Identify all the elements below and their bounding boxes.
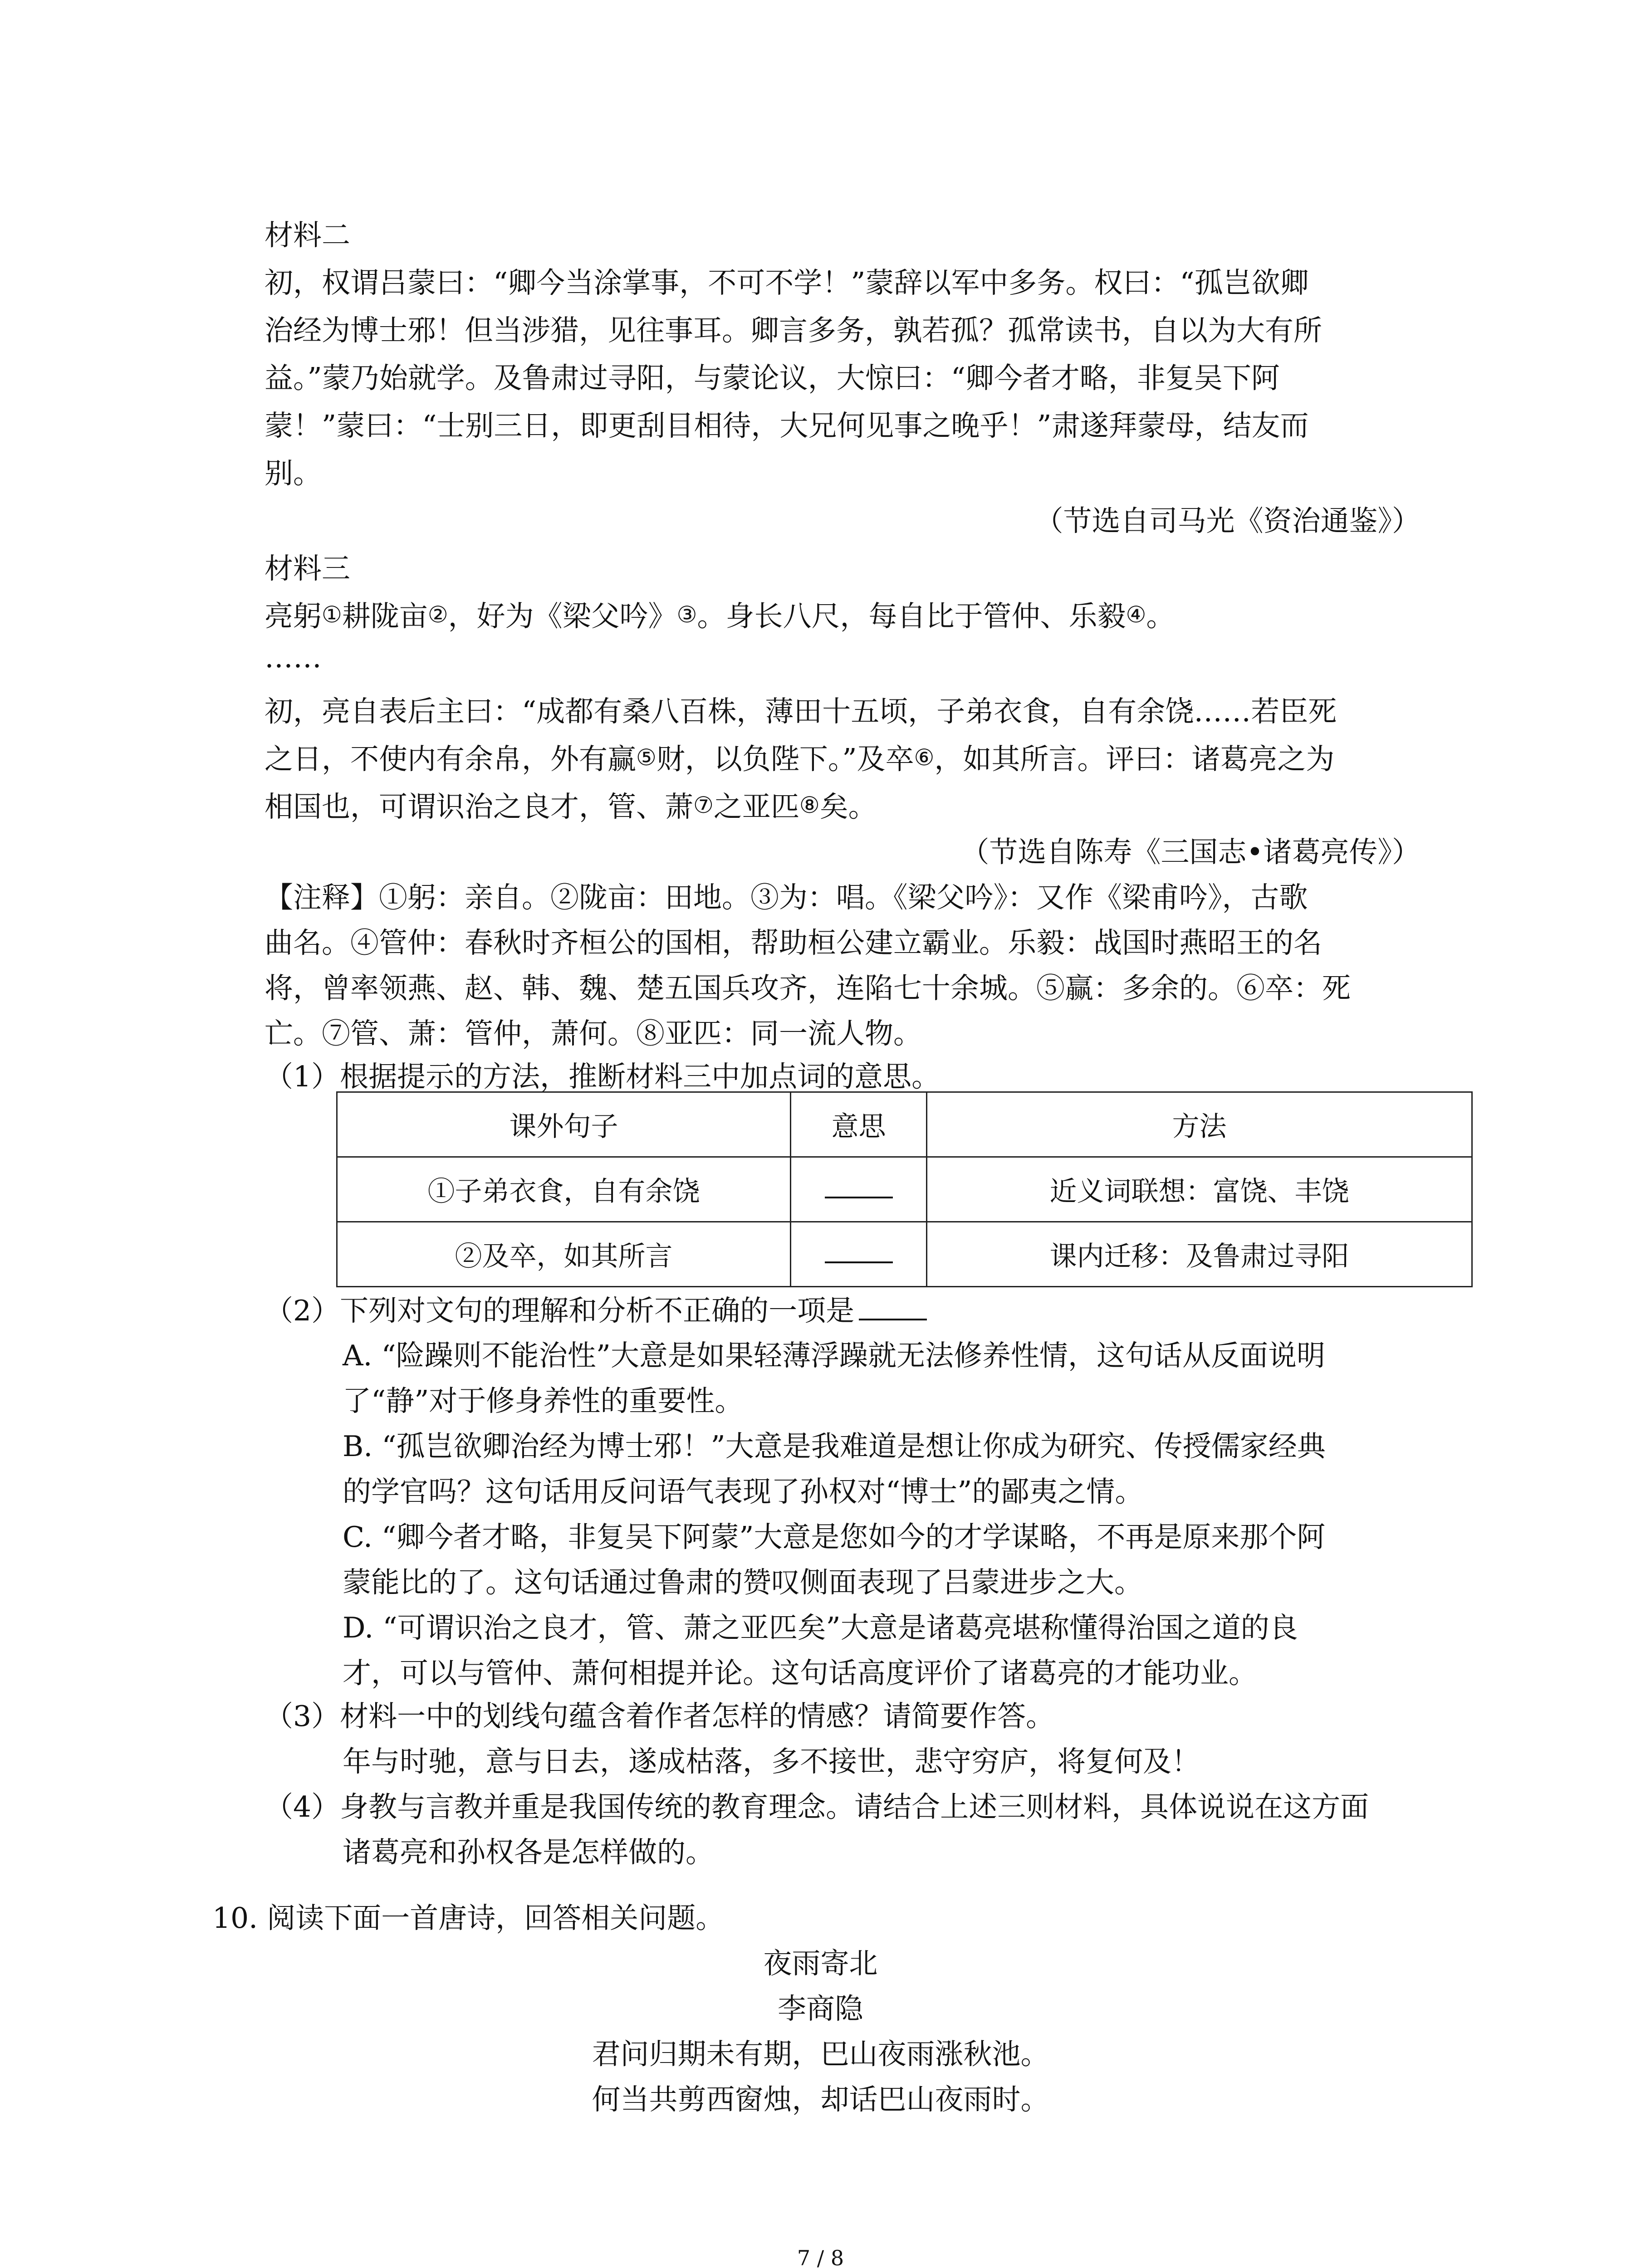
material3-title: 材料三 <box>265 552 350 585</box>
poem-author: 李商隐 <box>778 1992 863 2025</box>
material2-title: 材料二 <box>265 219 350 252</box>
notes-line-4: 亡。⑦管、萧：管仲，萧何。⑧亚匹：同一流人物。 <box>265 1017 922 1050</box>
q2-prompt: （2）下列对文句的理解和分析不正确的一项是 <box>265 1296 927 1325</box>
q2-option-c-line-1: C. “卿今者才略，非复吴下阿蒙”大意是您如今的才学谋略，不再是原来那个阿 <box>343 1520 1326 1554</box>
q2-option-a-line-2: 了“静”对于修身养性的重要性。 <box>343 1384 744 1418</box>
page-number: 7 / 8 <box>797 2246 844 2268</box>
row1-answer-blank[interactable] <box>791 1157 927 1222</box>
q3-prompt: （3）材料一中的划线句蕴含着作者怎样的情感？请简要作答。 <box>265 1700 1055 1733</box>
row2-answer-blank[interactable] <box>791 1222 927 1287</box>
notes-line-2: 曲名。④管仲：春秋时齐桓公的国相，帮助桓公建立霸业。乐毅：战国时燕昭王的名 <box>265 926 1322 959</box>
header-sentence: 课外句子 <box>337 1092 791 1157</box>
q2-option-c-line-2: 蒙能比的了。这句话通过鲁肃的赞叹侧面表现了吕蒙进步之大。 <box>343 1566 1143 1599</box>
q2-option-a-line-1: A. “险躁则不能治性”大意是如果轻薄浮躁就无法修养性情，这句话从反面说明 <box>343 1339 1325 1372</box>
header-method: 方法 <box>927 1092 1472 1157</box>
material2-line-2: 治经为博士邪！但当涉猎，见往事耳。卿言多务，孰若孤？孤常读书，自以为大有所 <box>265 314 1322 347</box>
table-header-row <box>337 1092 1472 1157</box>
q2-answer-blank[interactable] <box>859 1296 927 1320</box>
q2-option-d-line-1: D. “可谓识治之良才，管、萧之亚匹矣”大意是诸葛亮堪称懂得治国之道的良 <box>343 1611 1298 1644</box>
material2-line-5: 别。 <box>265 457 322 490</box>
poem-line-1: 君问归期未有期，巴山夜雨涨秋池。 <box>592 2038 1049 2071</box>
q1-table <box>336 1091 1473 1287</box>
q4-line-1: （4）身教与言教并重是我国传统的教育理念。请结合上述三则材料，具体说说在这方面 <box>265 1790 1369 1823</box>
material2-line-4: 蒙！”蒙曰：“士别三日，即更刮目相待，大兄何见事之晚乎！”肃遂拜蒙母，结友而 <box>265 409 1309 442</box>
table-row <box>337 1222 1472 1287</box>
material3-line-4: 相国也，可谓识治之良才，管、萧⑦之亚匹⑧矣。 <box>265 790 877 823</box>
q4-line-2: 诸葛亮和孙权各是怎样做的。 <box>343 1836 714 1869</box>
q3-quote: 年与时驰，意与日去，遂成枯落，多不接世，悲守穷庐，将复何及！ <box>343 1745 1200 1778</box>
header-meaning: 意思 <box>791 1092 927 1157</box>
q2-option-d-line-2: 才，可以与管仲、萧何相提并论。这句话高度评价了诸葛亮的才能功业。 <box>343 1657 1257 1690</box>
material3-line-3: 之日，不使内有余帛，外有赢⑤财，以负陛下。”及卒⑥，如其所言。评曰：诸葛亮之为 <box>265 743 1335 776</box>
notes-line-1: 【注释】①躬：亲自。②陇亩：田地。③为：唱。《梁父吟》：又作《梁甫吟》，古歌 <box>265 881 1308 914</box>
material2-line-3: 益。”蒙乃始就学。及鲁肃过寻阳，与蒙论议，大惊曰：“卿今者才略，非复吴下阿 <box>265 362 1280 395</box>
material3-line-1: 亮躬①耕陇亩②，好为《梁父吟》③。身长八尺，每自比于管仲、乐毅④。 <box>265 600 1175 633</box>
q2-option-b-line-2: 的学官吗？这句话用反问语气表现了孙权对“博士”的鄙夷之情。 <box>343 1475 1144 1508</box>
material3-line-2: 初，亮自表后主曰：“成都有桑八百株，薄田十五顷，子弟衣食，自有余饶……若臣死 <box>265 695 1337 728</box>
poem-title: 夜雨寄北 <box>763 1947 878 1980</box>
material2-source: （节选自司马光《资治通鉴》） <box>1034 504 1421 538</box>
table-row <box>337 1157 1472 1222</box>
material3-ellipsis: …… <box>265 641 322 674</box>
q10-prompt: 10. 阅读下面一首唐诗，回答相关问题。 <box>212 1901 725 1935</box>
material3-source: （节选自陈寿《三国志•诸葛亮传》） <box>960 836 1421 869</box>
q1-prompt: （1）根据提示的方法，推断材料三中加点词的意思。 <box>265 1060 941 1093</box>
q2-option-b-line-1: B. “孤岂欲卿治经为博士邪！”大意是我难道是想让你成为研究、传授儒家经典 <box>343 1430 1326 1463</box>
row2-sentence: ②及卒，如其所言 <box>337 1222 791 1287</box>
row1-sentence: ①子弟衣食，自有余饶 <box>337 1157 791 1222</box>
row2-method: 课内迁移：及鲁肃过寻阳 <box>927 1222 1472 1287</box>
notes-line-3: 将，曾率领燕、赵、韩、魏、楚五国兵攻齐，连陷七十余城。⑤赢：多余的。⑥卒：死 <box>265 972 1351 1005</box>
row1-method: 近义词联想：富饶、丰饶 <box>927 1157 1472 1222</box>
poem-line-2: 何当共剪西窗烛，却话巴山夜雨时。 <box>592 2083 1049 2116</box>
material2-line-1: 初，权谓吕蒙曰：“卿今当涂掌事，不可不学！”蒙辞以军中多务。权曰：“孤岂欲卿 <box>265 266 1309 299</box>
